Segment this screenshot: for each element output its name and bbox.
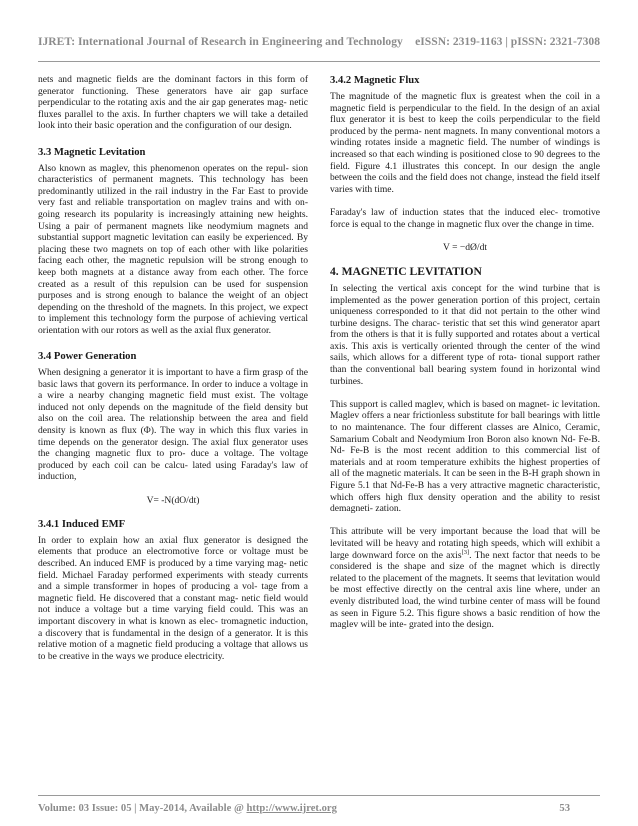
volume-info [38,803,337,817]
section-3-3-text: Also known as maglev, this phenomenon operates on the repul- sion characteristics of permanent magnets. This technology has been predominantly utilized in the rail industry in the Far East to provide very fast and reliable transportation on maglev trains and with on-going research its popularity is increasingly attaining new heights. Using a pair of permanent magnets like neodymium magnets and substantial support magnetic levitation can easily be experienced. By placing these two magnets on top of each other with like polarities facing each other, the magnetic repulsion will be strong enough to keep both magnets at a distance away from each other. The force created as a result of this repulsion can be used for suspension purposes and is strong enough to balance the weight of an object depending on the threshold of the magnets. In this project, we expect to implement this technology form the purpose of achieving vertical orientation with our rotors as well as the axial flux generator. [38,162,308,336]
footer-rule [38,795,600,796]
journal-name: IJRET: International Journal of Research in Engineering and Technology [38,35,403,48]
header-rule [38,61,600,62]
section-3-4-heading: 3.4 Power Generation [38,351,137,363]
section-4-paragraph-1: In selecting the vertical axis concept for the wind turbine that is implemented as the power generation portion of this project, certain uniqueness corresponded to it that did not pertain to the other wind turbine designs. The charac- teristic that set this wind generator apart from the others is that it is fully supported and rotates about a vertical axis. This axis is vertically oriented through the center of the wind sails, which allows for a different type of rota- tional support rather than the conventional ball bearing system found in horizontal wind turbines. [330,282,600,387]
section-3-4-2-heading: 3.4.2 Magnetic Flux [330,75,420,86]
paragraph-3-part-b: . The next factor that needs to be considered is the shape and size of the magnet which is directly related to the placement of the magnets. It seems that levitation would be most effective directly on the central axis line where, under an evenly distributed load, the wind turbine center of mass will be found as seen in Figure 5.2. This figure shows a basic rendition of how the maglev will be inte- grated into the design. [330,549,601,631]
faraday-law-text: Faraday's law of induction states that the induced elec- tromotive force is equal to the change in magnetic flux over the change in time. [330,206,600,230]
running-footer [38,803,600,817]
issn-info: eISSN: 2319-1163 | pISSN: 2321-7308 [415,35,600,48]
citation-ref: [3] [461,548,470,556]
paragraph-3-part-a: This attribute will be very important because the load that will be levitated will be heavy and rotating high speeds, which will exhibit a large downward force on the axis [330,526,600,561]
page-number: 53 [559,803,570,814]
section-4-paragraph-2: This support is called maglev, which is based on magnet- ic levitation. Maglev offers a near frictionless substitute for ball bearings with little to no maintenance. The four different classes are Alnico, Ceramic, Samarium Cobalt and Neodymium Iron Boron also known Nd- Fe-B. Nd- Fe-B is the most recent addition to this commercial list of materials and at room temperature exhibits the highest properties of all of the magnetic materials. It can be seen in the B-H graph shown in Figure 5.1 that Nd-Fe-B has a very attractive magnetic characteristic, which offers high flux density operation and the ability to resist demagneti- zation. [330,398,600,515]
section-3-3-heading: 3.3 Magnetic Levitation [38,146,146,158]
equation-faraday-n: V= -N(dO/dt) [146,494,200,506]
left-column [38,74,308,662]
section-4-heading: 4. MAGNETIC LEVITATION [330,264,482,278]
equation-flux: V = −dØ/dt [442,241,487,253]
volume-text: Volume: 03 Issue: 05 | May-2014, Available @ [38,803,247,814]
section-3-4-1-text: In order to explain how an axial flux generator is designed the elements that produce an electromotive force or voltage must be described. An induced EMF is produced by a time varying mag- netic field. Michael Faraday performed experiments with steady currents and a simple transformer in hopes of producing a vol- tage from a magnetic field. He discovered that a constant mag- netic field would not induce a voltage but a time varying field could. This was an important discovery in what is known as elec- tromagnetic induction, a discovery that is fundamental in the design of a generator. It is this relative motion of a magnetic field producing a voltage that allows us to be creative in the ways we produce electricity. [38,534,308,662]
section-3-4-1-heading: 3.4.1 Induced EMF [38,518,126,530]
journal-link[interactable]: http://www.ijret.org [246,803,337,814]
running-header [38,35,600,53]
section-3-4-2-text: The magnitude of the magnetic flux is greatest when the coil in a magnetic field is perpendicular to the field. In the design of an axial flux generator it is best to keep the coils perpendicular to the field produced by the perma- nent magnets. In many conventional motors a winding rotates inside a magnetic field. The number of windings is increased so that each winding is positioned close to 90 degrees to the field. Figure 4.1 illustrates this concept. In our design the angle between the coils and the field does not change, instead the field itself varies with time. [330,91,600,195]
intro-paragraph: nets and magnetic fields are the dominant factors in this form of generator functioning. These generators have air gap surface perpendicular to the rotating axis and the air gap generates mag- netic fluxes parallel to the axis. In further chapters we will take a detailed look into their basic operation and the configuration of our design. [38,74,308,132]
section-3-4-text: When designing a generator it is important to have a firm grasp of the basic laws that govern its performance. In order to induce a voltage in a wire a nearby changing magnetic field must exist. The voltage induced not only depends on the magnitude of the field density but also on the coil area. The relationship between the area and field density is known as flux (Φ). The way in which this flux varies in time depends on the generator design. The axial flux generator uses the changing magnetic flux to pro- duce a voltage. The voltage produced by each coil can be calcu- lated using Faraday's law of induction, [38,367,308,483]
right-column [330,74,600,631]
section-4-paragraph-3 [330,526,600,630]
